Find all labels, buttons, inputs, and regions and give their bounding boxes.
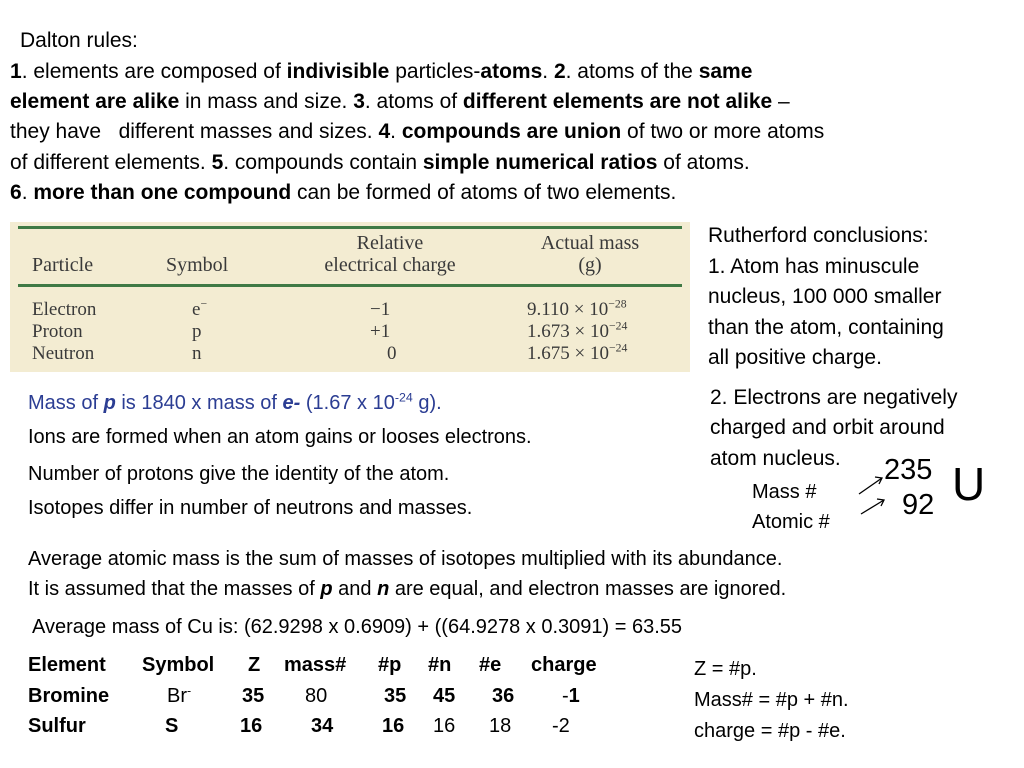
element-symbol-u: U xyxy=(952,458,986,510)
row-electron-mass: $9.110 \times 10^{-28}$ xyxy=(527,297,627,320)
row-neutron-symbol: n xyxy=(192,343,202,364)
isotopes-fact: Isotopes differ in number of neutrons and masses. xyxy=(28,497,473,519)
average-line-2: It is assumed that the masses of p and n are equal, and electron masses are ignored. xyxy=(28,578,787,600)
dalton-line-3: they have different masses and sizes. 4. compounds are union of two or more atoms xyxy=(10,120,825,143)
header-symbol: Symbol xyxy=(166,254,229,276)
average-line-1: Average atomic mass is the sum of masses of isotopes multiplied with its abundance. xyxy=(28,548,783,570)
mass-label: Mass # xyxy=(752,481,817,503)
rutherford-p1-line-4: all positive charge. xyxy=(708,346,882,369)
sulfur-e: 18 xyxy=(489,715,512,737)
rutherford-p2-line-1: 2. Electrons are negatively xyxy=(710,386,958,409)
col-header-element: Element xyxy=(28,654,106,676)
row-electron-charge: −1 xyxy=(370,299,391,320)
table-rule-top xyxy=(18,226,682,229)
rutherford-p1-line-3: than the atom, containing xyxy=(708,316,944,339)
row-neutron-mass: $1.675 \times 10^{-24}$ xyxy=(527,341,628,364)
sulfur-charge: -2 xyxy=(552,715,570,737)
header-mass: Actual mass (g) xyxy=(540,232,640,276)
header-charge: Relative electrical charge xyxy=(324,232,456,276)
protons-fact: Number of protons give the identity of the atom. xyxy=(28,463,450,485)
sulfur-z: 16 xyxy=(240,715,263,737)
sulfur-p: 16 xyxy=(382,715,405,737)
row-electron-particle: Electron xyxy=(32,299,97,320)
formula-charge: charge = #p - #e. xyxy=(694,720,846,742)
bromine-p: 35 xyxy=(384,685,407,707)
row-neutron-charge: 0 xyxy=(387,343,397,364)
ions-fact: Ions are formed when an atom gains or looses electrons. xyxy=(28,426,532,448)
col-header-charge: charge xyxy=(531,654,597,676)
sulfur-n: 16 xyxy=(433,715,456,737)
col-header-p: #p xyxy=(378,654,402,676)
mass-proton-fact: Mass of p is 1840 x mass of e- (1.67 x $10^{-24}$ g). xyxy=(28,390,442,414)
pointer-arrows-icon xyxy=(856,466,890,528)
atomic-label: Atomic # xyxy=(752,511,830,533)
row-proton-symbol: p xyxy=(192,321,202,342)
dalton-line-2: element are alike in mass and size. 3. atoms of different elements are not alike – xyxy=(10,90,790,113)
bromine-e: 36 xyxy=(492,685,515,707)
sulfur-mass: 34 xyxy=(311,715,334,737)
bromine-symbol: Br- xyxy=(167,683,192,707)
atomic-number: 92 xyxy=(902,489,935,521)
formula-z: Z = #p. xyxy=(694,658,757,680)
row-proton-particle: Proton xyxy=(32,321,83,342)
sulfur-element: Sulfur xyxy=(28,715,86,737)
bromine-n: 45 xyxy=(433,685,456,707)
particle-table xyxy=(10,222,690,372)
col-header-mass: mass# xyxy=(284,654,347,676)
average-cu: Average mass of Cu is: (62.9298 x 0.6909) + ((64.9278 x 0.3091) = 63.55 xyxy=(32,616,683,638)
header-particle: Particle xyxy=(32,254,94,276)
sulfur-symbol: S xyxy=(165,715,179,737)
dalton-line-4: of different elements. 5. compounds contain simple numerical ratios of atoms. xyxy=(10,151,750,174)
col-header-symbol: Symbol xyxy=(142,654,215,676)
formula-mass: Mass# = #p + #n. xyxy=(694,689,849,711)
rutherford-p2-line-3: atom nucleus. xyxy=(710,447,841,470)
row-proton-mass: $1.673 \times 10^{-24}$ xyxy=(527,319,628,342)
bromine-z: 35 xyxy=(242,685,265,707)
col-header-z: Z xyxy=(248,654,261,676)
dalton-line-1: 1. elements are composed of indivisible particles-atoms. 2. atoms of the same xyxy=(10,60,753,83)
rutherford-p2-line-2: charged and orbit around xyxy=(710,416,945,439)
rutherford-p1-line-1: 1. Atom has minuscule xyxy=(708,255,920,278)
col-header-e: #e xyxy=(479,654,502,676)
table-rule-mid xyxy=(18,284,682,287)
row-neutron-particle: Neutron xyxy=(32,343,95,364)
dalton-line-5: 6. more than one compound can be formed of atoms of two elements. xyxy=(10,181,677,204)
row-proton-charge: +1 xyxy=(370,321,391,342)
bromine-mass: 80 xyxy=(305,685,328,707)
rutherford-title: Rutherford conclusions: xyxy=(708,224,929,247)
dalton-title: Dalton rules: xyxy=(20,29,138,52)
mass-number: 235 xyxy=(884,454,933,486)
col-header-n: #n xyxy=(428,654,452,676)
bromine-element: Bromine xyxy=(28,685,110,707)
bromine-charge: -1 xyxy=(562,685,580,707)
rutherford-p1-line-2: nucleus, 100 000 smaller xyxy=(708,285,942,308)
row-electron-symbol: e− xyxy=(192,297,208,320)
